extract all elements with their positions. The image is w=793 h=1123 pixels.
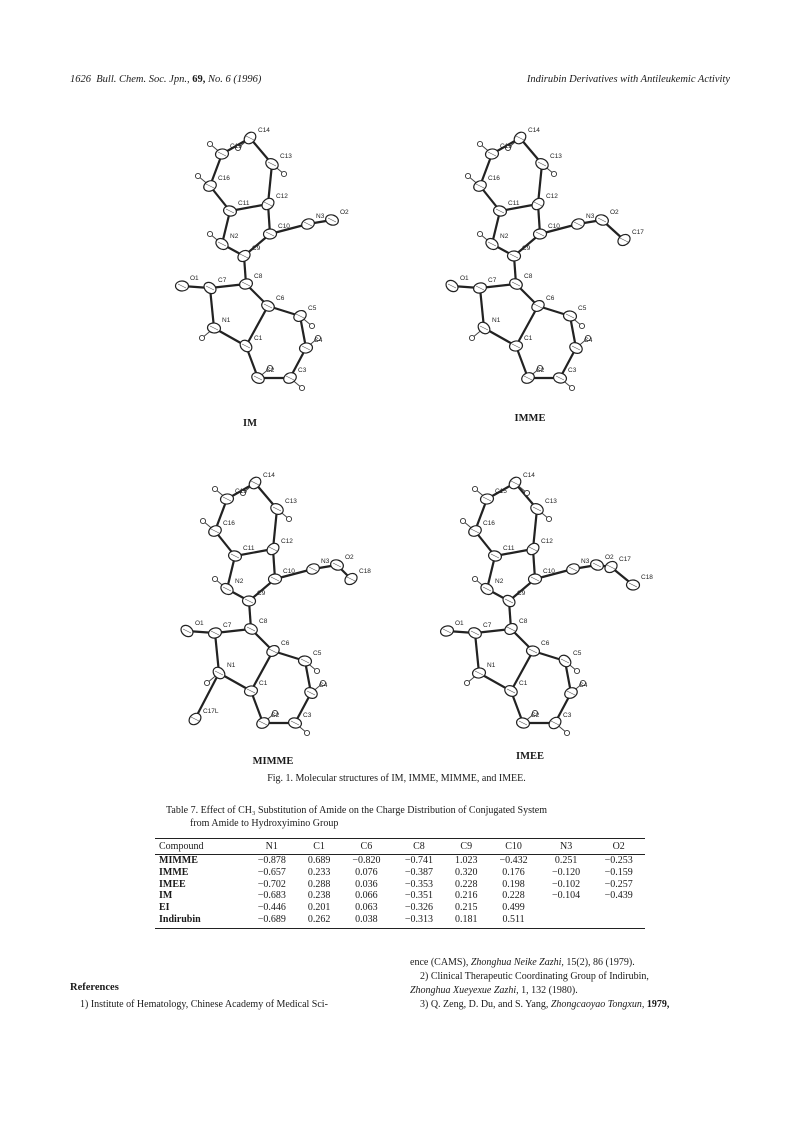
atom-label: O1 xyxy=(455,620,464,627)
reference-1-continued: ence (CAMS), Zhonghua Neike Zazhi, 15(2), 86 (1979). xyxy=(410,957,635,968)
hydrogen-atom xyxy=(546,516,551,521)
value-cell: −0.253 xyxy=(604,855,633,866)
atom-label: C13 xyxy=(285,498,297,505)
value-cell: 0.251 xyxy=(554,855,578,866)
atom-label: C6 xyxy=(546,295,555,302)
col-header: C1 xyxy=(298,839,340,855)
hydrogen-atom xyxy=(204,680,209,685)
table-row xyxy=(155,902,645,914)
bond-line xyxy=(475,633,479,673)
value-cell: 0.176 xyxy=(502,866,525,878)
compound-cell: MIMME xyxy=(159,855,198,866)
hydrogen-atom xyxy=(464,680,469,685)
atom-label: O2 xyxy=(605,554,614,561)
table-caption-line1: Table 7. Effect of CH₃ Substitution of Amide on the Charge Distribution of Conjugated System xyxy=(166,805,547,816)
atom-label: C18 xyxy=(641,574,653,581)
col-header: Compound xyxy=(155,839,246,855)
atom-label: N2 xyxy=(495,578,504,585)
hydrogen-atom xyxy=(551,171,556,176)
atom-label: O1 xyxy=(460,275,469,282)
molecule-label-imee: IMEE xyxy=(515,751,544,762)
table-row xyxy=(155,855,645,867)
value-cell: −0.878 xyxy=(257,855,286,866)
running-header-right: Indirubin Derivatives with Antileukemic Activity xyxy=(526,74,730,85)
atom-label: C1 xyxy=(519,680,528,687)
hydrogen-atom xyxy=(212,486,217,491)
atom-label: C8 xyxy=(259,618,268,625)
atom-label: C5 xyxy=(573,650,582,657)
atom-label: C3 xyxy=(303,712,312,719)
atom-label: C4 xyxy=(319,682,328,689)
value-cell: −0.387 xyxy=(404,866,434,878)
hydrogen-atom xyxy=(564,730,569,735)
value-cell: 0.181 xyxy=(445,914,487,928)
atom-label: C18 xyxy=(359,568,371,575)
atom-label: C4 xyxy=(579,682,588,689)
value-cell: 0.320 xyxy=(455,866,478,878)
value-cell: 1.023 xyxy=(455,855,478,866)
value-cell: 0.262 xyxy=(298,914,340,928)
value-cell: −0.741 xyxy=(404,855,434,866)
value-cell: −0.104 xyxy=(552,890,581,902)
atom-label: C16 xyxy=(223,520,235,527)
atom-label: C6 xyxy=(276,295,285,302)
col-header: N3 xyxy=(540,839,593,855)
value-cell: −0.257 xyxy=(604,878,633,890)
value-cell: 0.689 xyxy=(307,855,331,866)
atom-label: O1 xyxy=(190,275,199,282)
atom-label: C8 xyxy=(519,618,528,625)
atom-label: C13 xyxy=(545,498,557,505)
hydrogen-atom xyxy=(199,335,204,340)
atom-label: O2 xyxy=(610,209,619,216)
col-header: N1 xyxy=(246,839,299,855)
hydrogen-atom xyxy=(524,490,529,495)
charge-table xyxy=(155,838,645,929)
hydrogen-atom xyxy=(281,171,286,176)
value-cell: −0.353 xyxy=(404,878,434,890)
molecule-imee xyxy=(410,455,653,755)
atom-label: C16 xyxy=(488,175,500,182)
atom-label: C4 xyxy=(584,337,593,344)
hydrogen-atom xyxy=(460,518,465,523)
atom-label: C12 xyxy=(276,193,288,200)
atom-label: C7 xyxy=(483,622,492,629)
atom-label: N1 xyxy=(227,662,236,669)
value-cell: −0.313 xyxy=(393,914,446,928)
value-cell: −0.326 xyxy=(404,902,434,914)
value-cell: 0.215 xyxy=(455,902,478,914)
molecule-imme xyxy=(420,110,644,410)
atom-label: C9 xyxy=(517,590,526,597)
atom-label: C4 xyxy=(314,337,323,344)
atom-label: C14 xyxy=(258,127,270,134)
col-header: O2 xyxy=(592,839,645,855)
atom-label: C15 xyxy=(500,143,512,150)
value-cell: −0.102 xyxy=(552,878,581,890)
value-cell xyxy=(540,914,593,928)
value-cell: 0.233 xyxy=(307,866,331,878)
molecule-mimme xyxy=(155,455,375,755)
figure-caption: Fig. 1. Molecular structures of IM, IMME, MIMME, and IMEE. xyxy=(267,773,526,784)
table-caption xyxy=(166,804,656,830)
atom-label: C15 xyxy=(235,488,247,495)
atom-label: C12 xyxy=(281,538,293,545)
hydrogen-atom xyxy=(477,141,482,146)
atom-label: C17 xyxy=(619,556,631,563)
atom-label: C10 xyxy=(283,568,295,575)
table-row xyxy=(155,914,645,928)
atom-label: C10 xyxy=(543,568,555,575)
value-cell: −0.439 xyxy=(604,890,633,902)
atom-label: C5 xyxy=(308,305,317,312)
hydrogen-atom xyxy=(304,730,309,735)
hydrogen-atom xyxy=(309,323,314,328)
hydrogen-atom xyxy=(207,231,212,236)
atom-label: C13 xyxy=(550,153,562,160)
value-cell: 0.201 xyxy=(307,902,331,914)
hydrogen-atom xyxy=(207,141,212,146)
hydrogen-atom xyxy=(569,385,574,390)
value-cell xyxy=(592,914,645,928)
atom-label: C3 xyxy=(568,367,577,374)
value-cell xyxy=(540,902,593,914)
value-cell: 0.228 xyxy=(502,890,525,902)
value-cell: 0.228 xyxy=(455,878,478,890)
atom-label: C12 xyxy=(546,193,558,200)
value-cell: 0.288 xyxy=(307,878,331,890)
table-caption-line2: from Amide to Hydroxyimino Group xyxy=(190,818,339,829)
col-header: C10 xyxy=(487,839,540,855)
atom-label: N1 xyxy=(487,662,496,669)
atom-label: C9 xyxy=(257,590,266,597)
atom-label: C1 xyxy=(254,335,263,342)
atom-label: C5 xyxy=(578,305,587,312)
atom-label: N2 xyxy=(235,578,244,585)
hydrogen-atom xyxy=(472,486,477,491)
atom-label: C7 xyxy=(223,622,232,629)
hydrogen-atom xyxy=(195,173,200,178)
atom-label: C12 xyxy=(541,538,553,545)
atom-label: C1 xyxy=(524,335,533,342)
value-cell: 0.198 xyxy=(502,878,525,890)
hydrogen-atom xyxy=(579,323,584,328)
value-cell: −0.159 xyxy=(604,866,633,878)
value-cell: 0.238 xyxy=(307,890,331,902)
atom-label: C6 xyxy=(541,640,550,647)
atom-label: C7 xyxy=(218,277,227,284)
atom-label: C9 xyxy=(522,245,531,252)
value-cell: 0.076 xyxy=(355,866,378,878)
atom-label: C10 xyxy=(548,223,560,230)
value-cell: 0.216 xyxy=(455,890,478,902)
atom-label: C2 xyxy=(266,367,275,374)
value-cell: −0.657 xyxy=(257,866,286,878)
hydrogen-atom xyxy=(469,335,474,340)
value-cell: −0.689 xyxy=(246,914,299,928)
compound-cell: Indirubin xyxy=(155,914,246,928)
atom-label: C7 xyxy=(488,277,497,284)
atom-label: O2 xyxy=(340,209,349,216)
table-header-row xyxy=(155,839,645,855)
hydrogen-atom xyxy=(286,516,291,521)
atom-label: C15 xyxy=(495,488,507,495)
reference-1: 1) Institute of Hematology, Chinese Academy of Medical Sci- xyxy=(80,999,328,1010)
table-row xyxy=(155,879,645,891)
value-cell: −0.432 xyxy=(499,855,528,866)
atom-label: C13 xyxy=(280,153,292,160)
value-cell: 0.066 xyxy=(355,890,378,902)
molecule-im xyxy=(150,110,360,410)
atom-label: N2 xyxy=(230,233,239,240)
atom-label: C11 xyxy=(243,545,255,552)
col-header: C6 xyxy=(340,839,393,855)
atom-label: N2 xyxy=(500,233,509,240)
compound-cell: IM xyxy=(159,890,173,902)
atom-label: N3 xyxy=(316,213,325,220)
atom-label: N3 xyxy=(586,213,595,220)
value-cell: 0.063 xyxy=(355,902,378,914)
col-header: C8 xyxy=(393,839,446,855)
table-row xyxy=(155,867,645,879)
atom-label: C15 xyxy=(230,143,242,150)
value-cell: 0.038 xyxy=(340,914,393,928)
value-cell: −0.683 xyxy=(257,890,286,902)
hydrogen-atom xyxy=(477,231,482,236)
reference-3: 3) Q. Zeng, D. Du, and S. Yang, Zhongcaoyao Tongxun, 1979, xyxy=(420,999,670,1010)
value-cell xyxy=(592,902,645,914)
value-cell: −0.351 xyxy=(404,890,434,902)
hydrogen-atom xyxy=(465,173,470,178)
atom-label: C2 xyxy=(536,367,545,374)
hydrogen-atom xyxy=(212,576,217,581)
atom-label: C8 xyxy=(254,273,263,280)
atom-label: C11 xyxy=(503,545,515,552)
molecule-label-mimme: MIMME xyxy=(252,756,294,767)
atom-label: C9 xyxy=(252,245,261,252)
atom-label: C16 xyxy=(218,175,230,182)
atom-label: N1 xyxy=(222,317,231,324)
atom-label: C1 xyxy=(259,680,268,687)
hydrogen-atom xyxy=(299,385,304,390)
atom-label: O2 xyxy=(345,554,354,561)
reference-2: 2) Clinical Therapeutic Coordinating Group of Indirubin, xyxy=(420,971,649,982)
atom-label: C17 xyxy=(632,229,644,236)
atom-label: C8 xyxy=(524,273,533,280)
value-cell: −0.820 xyxy=(352,855,381,866)
value-cell: −0.702 xyxy=(257,878,286,890)
molecule-label-imme: IMME xyxy=(514,413,546,424)
value-cell: 0.036 xyxy=(355,878,378,890)
atom-label: C6 xyxy=(281,640,290,647)
value-cell: 0.499 xyxy=(502,902,525,914)
hydrogen-atom xyxy=(200,518,205,523)
hydrogen-atom xyxy=(314,668,319,673)
atom-label: N1 xyxy=(492,317,501,324)
atom-label: C17L xyxy=(203,708,219,715)
atom-label: N3 xyxy=(321,558,330,565)
col-header: C9 xyxy=(445,839,487,855)
compound-cell: IMEE xyxy=(159,878,186,890)
atom-label: O1 xyxy=(195,620,204,627)
atom-label: C2 xyxy=(271,712,280,719)
atom-label: C3 xyxy=(298,367,307,374)
reference-2-continued: Zhonghua Xueyexue Zazhi, 1, 132 (1980). xyxy=(410,985,578,996)
atom-label: C10 xyxy=(278,223,290,230)
compound-cell: IMME xyxy=(159,866,189,878)
atom-label: C16 xyxy=(483,520,495,527)
hydrogen-atom xyxy=(574,668,579,673)
atom-label: C14 xyxy=(528,127,540,134)
atom-label: C14 xyxy=(523,472,535,479)
references-heading: References xyxy=(70,982,119,993)
atom-label: C11 xyxy=(508,200,520,207)
molecule-label-im: IM xyxy=(243,418,257,429)
value-cell: −0.446 xyxy=(257,902,286,914)
compound-cell: EI xyxy=(159,902,170,914)
atom-label: C5 xyxy=(313,650,322,657)
atom-label: C11 xyxy=(238,200,250,207)
table-row xyxy=(155,890,645,902)
atom-label: C3 xyxy=(563,712,572,719)
atom-label: N3 xyxy=(581,558,590,565)
atom-label: C14 xyxy=(263,472,275,479)
value-cell: −0.120 xyxy=(552,866,581,878)
value-cell: 0.511 xyxy=(487,914,540,928)
atom-label: C2 xyxy=(531,712,540,719)
hydrogen-atom xyxy=(472,576,477,581)
running-header-left: 1626 Bull. Chem. Soc. Jpn., 69, No. 6 (1996) xyxy=(70,74,262,85)
